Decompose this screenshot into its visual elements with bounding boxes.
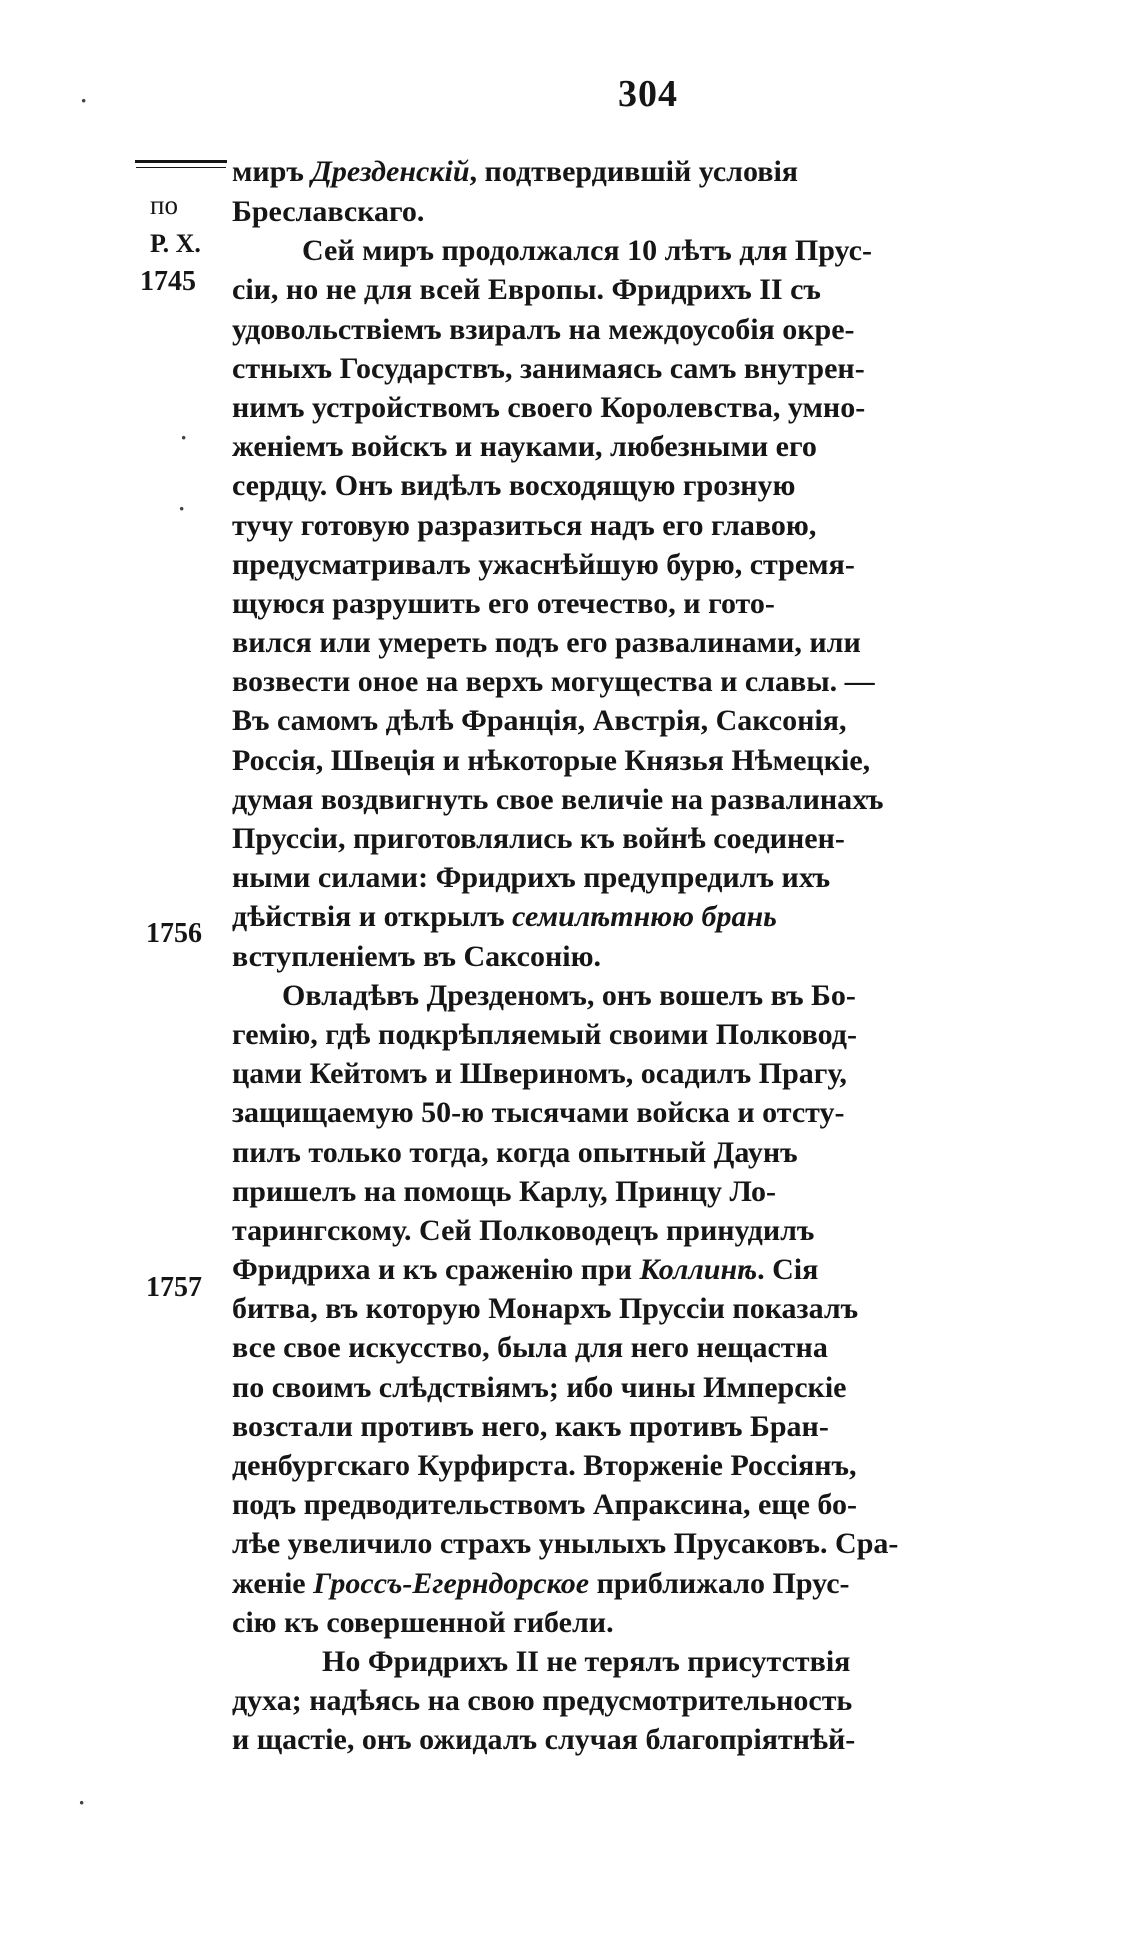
text-line bbox=[232, 310, 1104, 349]
text-line bbox=[232, 1289, 1104, 1328]
catchword-rule bbox=[135, 160, 227, 163]
text-run: гемію, гдѣ подкрѣпляемый своими Полковод- bbox=[232, 1017, 857, 1051]
text-line bbox=[232, 1446, 1104, 1485]
text-line bbox=[232, 388, 1104, 427]
text-line bbox=[232, 858, 1104, 897]
text-run: духа; надѣясь на свою предусмотрительность bbox=[232, 1684, 853, 1718]
text-line bbox=[232, 1093, 1104, 1132]
text-line bbox=[232, 937, 1104, 976]
text-run: нимъ устройствомъ своего Королевства, умно- bbox=[232, 390, 866, 424]
text-run: вился или умереть подъ его развалинами, или bbox=[232, 626, 861, 660]
text-run: Бреславскаго. bbox=[232, 195, 425, 228]
text-run: возстали противъ него, какъ противъ Бран- bbox=[232, 1409, 829, 1443]
text-line bbox=[232, 1328, 1104, 1367]
text-line bbox=[232, 152, 1104, 192]
text-line bbox=[232, 1368, 1104, 1407]
margin-note-era: Р. Х. bbox=[150, 229, 201, 258]
text-run: Но Фридрихъ II не терялъ присутствія bbox=[322, 1644, 851, 1678]
text-line bbox=[232, 1250, 1104, 1289]
margin-note-year-1756: 1756 bbox=[146, 918, 202, 949]
margin-note-year-1745: 1745 bbox=[140, 266, 196, 297]
text-run: все свое искусство, была для него нещастна bbox=[232, 1331, 828, 1365]
text-run: , подтвердившій условія bbox=[469, 155, 799, 188]
text-run: щуюся разрушить его отечество, и гото- bbox=[232, 586, 775, 620]
text-run: . Сія bbox=[757, 1253, 819, 1287]
text-line bbox=[232, 1642, 1104, 1681]
text-run: Овладѣвъ Дрезденомъ, онъ вошелъ въ Бо- bbox=[282, 978, 856, 1012]
print-speck: · bbox=[80, 88, 88, 113]
text-line bbox=[232, 1211, 1104, 1250]
text-run: вступленіемъ въ Саксонію. bbox=[232, 939, 602, 973]
text-line bbox=[232, 662, 1104, 701]
text-run: денбургскаго Курфирста. Вторженіе Россіянъ, bbox=[232, 1449, 857, 1482]
text-line bbox=[232, 897, 1104, 936]
text-run: Фридриха и къ сраженію при bbox=[232, 1253, 640, 1287]
text-line bbox=[232, 1681, 1104, 1720]
margin-note-po: по bbox=[150, 190, 178, 220]
text-run: пилъ только тогда, когда опытный Даунъ bbox=[232, 1135, 798, 1169]
text-run: сіи, но не для всей Европы. Фридрихъ II съ bbox=[232, 273, 821, 307]
text-line bbox=[232, 623, 1104, 662]
text-line bbox=[232, 1485, 1104, 1524]
text-line bbox=[232, 1172, 1104, 1211]
print-speck: · bbox=[180, 425, 188, 450]
text-line bbox=[232, 270, 1104, 309]
text-line bbox=[232, 466, 1104, 505]
text-line bbox=[232, 741, 1104, 780]
text-line bbox=[232, 1524, 1104, 1563]
text-line bbox=[232, 584, 1104, 623]
text-line bbox=[232, 545, 1104, 584]
text-run: сію къ совершенной гибели. bbox=[232, 1605, 614, 1639]
text-run: дѣйствія и открылъ bbox=[232, 900, 513, 934]
text-line bbox=[232, 819, 1104, 858]
text-run: миръ bbox=[232, 155, 312, 188]
text-line bbox=[232, 1564, 1104, 1603]
text-line bbox=[232, 231, 1104, 270]
text-line bbox=[232, 349, 1104, 388]
text-run: тучу готовую разразиться надъ его главою, bbox=[232, 508, 817, 542]
text-run: ными силами: Фридрихъ предупредилъ ихъ bbox=[232, 861, 831, 895]
text-line bbox=[232, 780, 1104, 819]
text-line bbox=[232, 1720, 1104, 1759]
text-run: пришелъ на помощь Карлу, Принцу Ло- bbox=[232, 1174, 777, 1208]
text-run: думая воздвигнуть свое величіе на развалинахъ bbox=[232, 782, 884, 816]
text-line bbox=[232, 701, 1104, 740]
text-run: приближало Прус- bbox=[589, 1566, 850, 1600]
text-run: возвести оное на верхъ могущества и славы. — bbox=[232, 665, 875, 699]
text-run: удовольствіемъ взиралъ на междоусобія окре- bbox=[232, 312, 855, 346]
text-run: женіе bbox=[232, 1566, 314, 1600]
text-run: Россія, Швеція и нѣкоторые Князья Нѣмецкіе, bbox=[232, 743, 871, 777]
text-run: и щастіе, онъ ожидалъ случая благопріятнѣй- bbox=[232, 1723, 856, 1757]
text-run: Въ самомъ дѣлѣ Франція, Австрія, Саксонія, bbox=[232, 704, 847, 738]
text-line bbox=[232, 1015, 1104, 1054]
text-line bbox=[232, 976, 1104, 1015]
text-run: сердцу. Онъ видѣлъ восходящую грозную bbox=[232, 469, 796, 503]
text-run: цами Кейтомъ и Швериномъ, осадилъ Прагу, bbox=[232, 1057, 847, 1091]
text-line bbox=[232, 506, 1104, 545]
print-speck: · bbox=[178, 496, 186, 521]
text-line bbox=[232, 1603, 1104, 1642]
text-run: стныхъ Государствъ, занимаясь самъ внутрен- bbox=[232, 351, 865, 385]
text-line bbox=[232, 192, 1104, 231]
print-speck: · bbox=[78, 1790, 86, 1815]
text-run: Пруссіи, приготовлялись къ войнѣ соединен- bbox=[232, 822, 845, 855]
italic-term: Гроссъ-Егерндорское bbox=[313, 1566, 590, 1600]
italic-term: Коллинѣ bbox=[639, 1253, 758, 1287]
text-line bbox=[232, 1054, 1104, 1093]
body-text bbox=[232, 152, 1104, 1760]
page-number: 304 bbox=[618, 73, 678, 115]
text-line bbox=[232, 1133, 1104, 1172]
text-run: битва, въ которую Монархъ Пруссіи показалъ bbox=[232, 1292, 859, 1326]
text-line bbox=[232, 427, 1104, 466]
text-run: защищаемую 50-ю тысячами войска и отсту- bbox=[232, 1096, 845, 1130]
italic-term: семилѣтнюю брань bbox=[512, 900, 777, 934]
text-run: Сей миръ продолжался 10 лѣтъ для Прус- bbox=[302, 234, 872, 268]
text-run: по своимъ слѣдствіямъ; ибо чины Имперскіе bbox=[232, 1370, 847, 1404]
italic-term: Дрезденскій bbox=[311, 155, 470, 188]
text-run: лѣе увеличило страхъ унылыхъ Прусаковъ. Сра- bbox=[232, 1527, 899, 1561]
margin-note-year-1757: 1757 bbox=[146, 1272, 202, 1303]
text-run: предусматривалъ ужаснѣйшую бурю, стремя- bbox=[232, 547, 855, 581]
text-run: тарингскому. Сей Полководецъ принудилъ bbox=[232, 1213, 815, 1247]
text-run: женіемъ войскъ и науками, любезными его bbox=[232, 430, 817, 464]
text-line bbox=[232, 1407, 1104, 1446]
text-run: подъ предводительствомъ Апраксина, еще бо- bbox=[232, 1488, 858, 1522]
